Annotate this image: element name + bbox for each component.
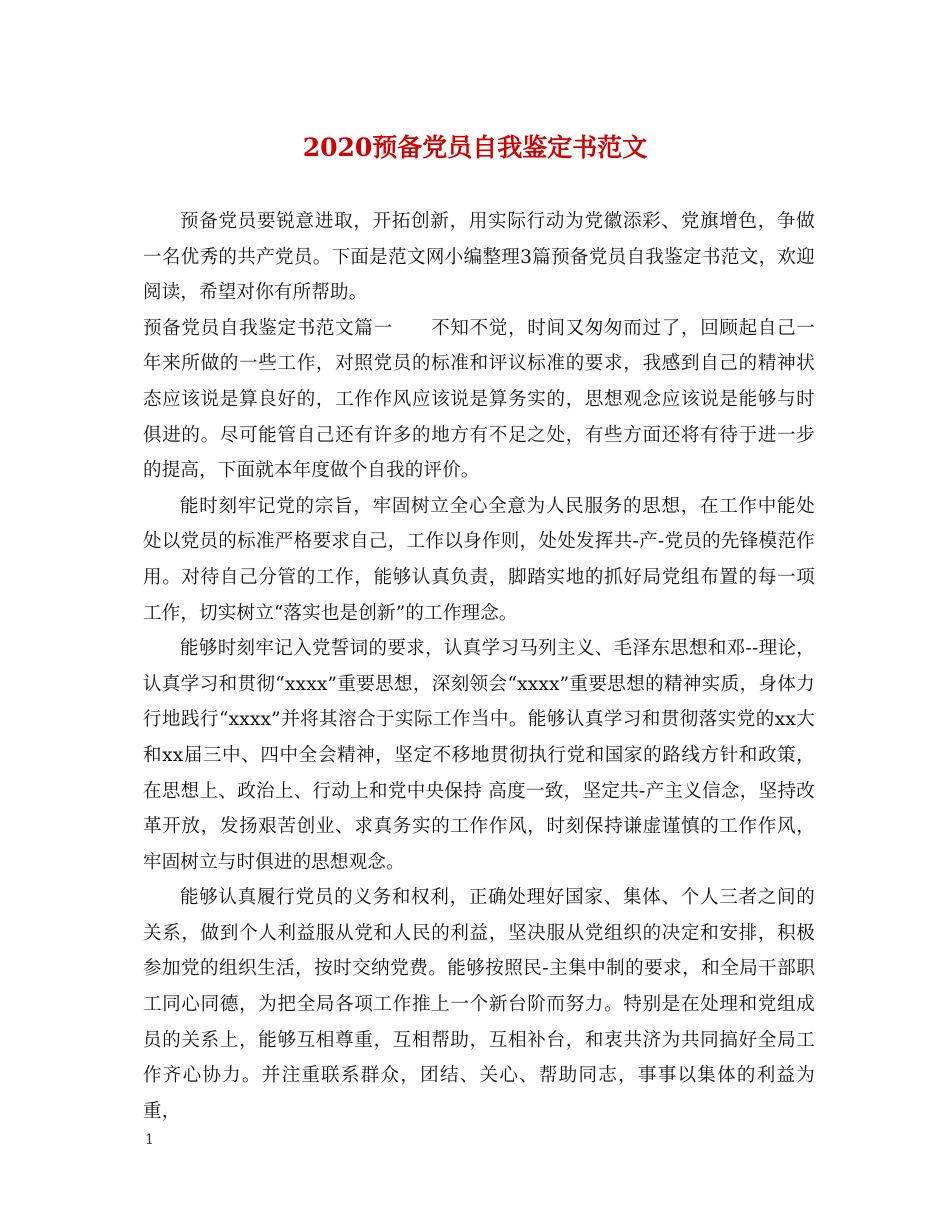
paragraph-oath: 能够时刻牢记入党誓词的要求，认真学习马列主义、毛泽东思想和邓--理论，认真学习和贯彻“xxxx”重要思想，深刻领会“xxxx”重要思想的精神实质，身体力行地践行“xxxx”并将其溶合于实际工作当中。能够认真学习和贯彻落实党的xx大和xx届三中、四中全会精神，坚定不移地贯彻执行党和国家的路线方针和政策，在思想上、政治上、行动上和党中央保持 高度一致，坚定共-产主义信念，坚持改革开放，发扬艰苦创业、求真务实的工作作风，时刻保持谦虚谨慎的工作作风，牢固树立与时俱进的思想观念。 (143, 638, 815, 873)
paragraph-section-one: 预备党员自我鉴定书范文篇一 不知不觉，时间又匆匆而过了，回顾起自己一年来所做的一些工作，对照党员的标准和评议标准的要求，我感到自己的精神状态应该说是算良好的，工作作风应该说是算务实的，思想观念应该说是能够与时俱进的。尽可能管自己还有许多的地方有不足之处，有些方面还将有待于进一步的提高，下面就本年度做个自我的评价。 (143, 317, 815, 482)
paragraph-intro: 预备党员要锐意进取，开拓创新，用实际行动为党徽添彩、党旗增色，争做一名优秀的共产党员。下面是范文网小编整理3篇预备党员自我鉴定书范文，欢迎阅读，希望对你有所帮助。 (143, 211, 815, 304)
document-title: 2020预备党员自我鉴定书范文 (302, 133, 648, 162)
page-number: 1 (145, 1132, 154, 1148)
paragraph-duties: 能够认真履行党员的义务和权利，正确处理好国家、集体、个人三者之间的关系，做到个人利益服从党和人民的利益，坚决服从党组织的决定和安排，积极参加党的组织生活，按时交纳党费。能够按照民-主集中制的要求，和全局干部职工同心同德，为把全局各项工作推上一个新台阶而努力。特别是在处理和党组成员的关系上，能够互相尊重，互相帮助，互相补台，和衷共济为共同搞好全局工作齐心协力。并注重联系群众，团结、关心、帮助同志，事事以集体的利益为重， (143, 887, 815, 1122)
document-body (143, 204, 815, 1129)
paragraph-purpose: 能时刻牢记党的宗旨，牢固树立全心全意为人民服务的思想，在工作中能处处以党员的标准严格要求自己，工作以身作则，处处发挥共-产-党员的先锋模范作用。对待自己分管的工作，能够认真负责，脚踏实地的抓好局党组布置的每一项工作，切实树立“落实也是创新”的工作理念。 (143, 495, 815, 624)
